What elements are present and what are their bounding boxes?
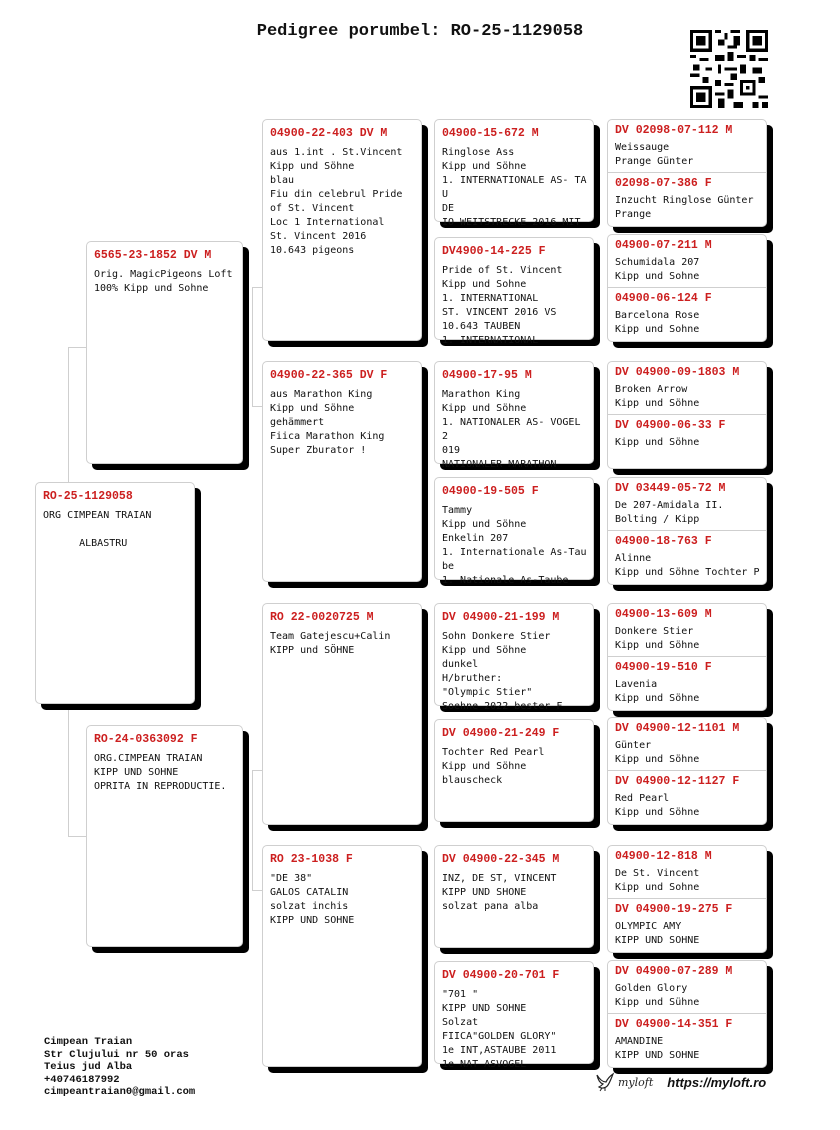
myloft-bird-icon	[594, 1072, 616, 1092]
great-grandparent-card[interactable]	[434, 603, 594, 712]
ring-number: 04900-15-672 M	[442, 127, 539, 140]
ancestor-entry[interactable]	[608, 899, 766, 952]
connector-line	[252, 770, 253, 890]
great-grandparent-card[interactable]	[434, 237, 594, 346]
ring-number: DV 04900-20-701 F	[442, 969, 560, 982]
ring-number: 04900-22-403 DV M	[270, 127, 388, 140]
pigeon-notes: Tammy Kipp und Söhne Enkelin 207 1. Internationale As-Tau be 1. Nationale As-Taube	[442, 505, 587, 586]
pigeon-notes: Marathon King Kipp und Söhne 1. NATIONALER AS- VOGEL 2 019 NATIONALER MARATHON	[442, 389, 581, 470]
ancestor-pair-card	[607, 234, 767, 342]
ring-number: RO 22-0020725 M	[270, 611, 374, 624]
pigeon-notes: Lavenia Kipp und Söhne	[615, 679, 700, 704]
pigeon-notes: Weissauge Prange Günter	[615, 142, 694, 167]
ring-number: DV 02098-07-112 M	[615, 124, 733, 137]
pigeon-notes: Donkere Stier Kipp und Söhne	[615, 626, 700, 651]
pigeon-notes: INZ, DE ST, VINCENT KIPP UND SHONE solzat pana alba	[442, 873, 557, 912]
owner-phone: +40746187992	[44, 1073, 120, 1086]
ancestor-entry[interactable]	[608, 657, 766, 710]
pigeon-notes: Golden Glory Kipp und Sühne	[615, 983, 700, 1008]
pigeon-notes: Kipp und Söhne	[615, 437, 700, 448]
ring-number: DV 04900-12-1127 F	[615, 775, 740, 788]
brand-footer	[594, 1072, 766, 1092]
ring-number: DV 04900-21-199 M	[442, 611, 560, 624]
ancestor-pair-card	[607, 603, 767, 711]
ancestor-entry[interactable]	[608, 362, 766, 415]
connector-line	[252, 406, 262, 407]
ring-number: RO 23-1038 F	[270, 853, 353, 866]
ring-number: DV 04900-14-351 F	[615, 1018, 733, 1031]
dam-card[interactable]	[86, 725, 243, 947]
ring-number: 04900-22-365 DV F	[270, 369, 388, 382]
ancestor-entry[interactable]	[608, 771, 766, 824]
pigeon-notes: De St. Vincent Kipp und Sohne	[615, 868, 700, 893]
pigeon-notes: Alinne Kipp und Söhne Tochter P	[615, 553, 760, 578]
great-grandparent-card[interactable]	[434, 845, 594, 948]
owner-name: Cimpean Traian	[44, 1036, 133, 1048]
owner-email[interactable]: cimpeantraian0@gmail.com	[44, 1086, 196, 1098]
great-grandparent-card[interactable]	[434, 477, 594, 586]
ring-number: RO-25-1129058	[43, 490, 133, 503]
pigeon-notes: Barcelona Rose Kipp und Sohne	[615, 310, 700, 335]
ancestor-entry[interactable]	[608, 531, 766, 584]
grandparent-card[interactable]	[262, 119, 422, 341]
ring-number: 04900-19-510 F	[615, 661, 712, 674]
pigeon-notes: Günter Kipp und Söhne	[615, 740, 700, 765]
ring-number: 04900-07-211 M	[615, 239, 712, 252]
great-grandparent-card[interactable]	[434, 361, 594, 470]
qr-code-icon	[690, 30, 768, 108]
pigeon-notes: Pride of St. Vincent Kipp und Sohne 1. INTERNATIONAL ST. VINCENT 2016 VS 10.643 TAUBEN 1. INTERNATIONAL	[442, 265, 563, 346]
pigeon-notes: ORG CIMPEAN TRAIAN ALBASTRU	[43, 510, 152, 549]
sire-card[interactable]	[86, 241, 243, 464]
ring-number: DV 04900-19-275 F	[615, 903, 733, 916]
ring-number: 04900-17-95 M	[442, 369, 532, 382]
ancestor-entry[interactable]	[608, 235, 766, 288]
owner-contact	[44, 1036, 195, 1099]
ancestor-entry[interactable]	[608, 846, 766, 899]
pigeon-notes: Sohn Donkere Stier Kipp und Söhne dunkel H/bruther: "Olympic Stier" Soehne 2022 bester F	[442, 631, 563, 712]
ancestor-pair-card	[607, 477, 767, 585]
ancestor-entry[interactable]	[608, 415, 766, 468]
pigeon-notes: De 207-Amidala II. Bolting / Kipp	[615, 500, 724, 525]
ring-number: DV 04900-12-1101 M	[615, 722, 740, 735]
pigeon-notes: Team Gatejescu+Calin KIPP und SÖHNE	[270, 631, 391, 656]
ring-number: 04900-12-818 M	[615, 850, 712, 863]
connector-line	[252, 770, 262, 771]
connector-line	[68, 836, 86, 837]
great-grandparent-card[interactable]	[434, 961, 594, 1070]
pigeon-notes: "DE 38" GALOS CATALIN solzat inchis KIPP UND SOHNE	[270, 873, 355, 926]
grandparent-card[interactable]	[262, 603, 422, 825]
ring-number: 04900-18-763 F	[615, 535, 712, 548]
ring-number: DV 04900-06-33 F	[615, 419, 726, 432]
ring-number: DV 03449-05-72 M	[615, 482, 726, 495]
pigeon-notes: Orig. MagicPigeons Loft 100% Kipp und Sohne	[94, 269, 233, 294]
ancestor-entry[interactable]	[608, 173, 766, 226]
pigeon-notes: Ringlose Ass Kipp und Söhne 1. INTERNATIONALE AS- TA U DE IO WEITSTRECKE 2016 MIT	[442, 147, 587, 228]
ring-number: 02098-07-386 F	[615, 177, 712, 190]
subject-card[interactable]	[35, 482, 195, 704]
pigeon-notes: OLYMPIC AMY KIPP UND SOHNE	[615, 921, 700, 946]
ancestor-entry[interactable]	[608, 120, 766, 173]
grandparent-card[interactable]	[262, 845, 422, 1067]
connector-line	[252, 287, 262, 288]
pigeon-notes: Broken Arrow Kipp und Söhne	[615, 384, 700, 409]
pigeon-notes: Tochter Red Pearl Kipp und Söhne blauscheck	[442, 747, 545, 786]
pigeon-notes: aus 1.int . St.Vincent Kipp und Söhne blau Fiu din celebrul Pride of St. Vincent Loc 1 International St. Vincent 2016 10.643 pigeons	[270, 147, 403, 256]
grandparent-card[interactable]	[262, 361, 422, 582]
ancestor-entry[interactable]	[608, 604, 766, 657]
ancestor-pair-card	[607, 361, 767, 469]
connector-line	[252, 287, 253, 407]
ancestor-pair-card	[607, 717, 767, 825]
page-title: Pedigree porumbel: RO-25-1129058	[256, 22, 584, 41]
ancestor-entry[interactable]	[608, 288, 766, 341]
ring-number: 04900-19-505 F	[442, 485, 539, 498]
ring-number: 04900-06-124 F	[615, 292, 712, 305]
ring-number: 6565-23-1852 DV M	[94, 249, 212, 262]
ring-number: DV 04900-21-249 F	[442, 727, 560, 740]
ancestor-entry[interactable]	[608, 478, 766, 531]
brand-url-link[interactable]: https://myloft.ro	[667, 1074, 767, 1090]
pigeon-notes: Inzucht Ringlose Günter Prange	[615, 195, 754, 220]
pigeon-notes: AMANDINE KIPP UND SOHNE	[615, 1036, 700, 1061]
connector-line	[68, 347, 86, 348]
ancestor-pair-card	[607, 960, 767, 1068]
great-grandparent-card[interactable]	[434, 719, 594, 822]
owner-address-line1: Str Clujului nr 50 oras	[44, 1048, 189, 1061]
pigeon-notes: Red Pearl Kipp und Söhne	[615, 793, 700, 818]
connector-line	[252, 890, 262, 891]
ancestor-pair-card	[607, 119, 767, 227]
ring-number: 04900-13-609 M	[615, 608, 712, 621]
ring-number: DV 04900-07-289 M	[615, 965, 733, 978]
ancestor-entry[interactable]	[608, 961, 766, 1014]
ring-number: DV 04900-09-1803 M	[615, 366, 740, 379]
brand-logo	[594, 1072, 653, 1092]
ring-number: RO-24-0363092 F	[94, 733, 198, 746]
ancestor-entry[interactable]	[608, 1014, 766, 1067]
ring-number: DV4900-14-225 F	[442, 245, 546, 258]
pigeon-notes: ORG.CIMPEAN TRAIAN KIPP UND SOHNE OPRITA IN REPRODUCTIE.	[94, 753, 227, 792]
owner-address-line2: Teius jud Alba	[44, 1061, 133, 1073]
ancestor-pair-card	[607, 845, 767, 953]
pigeon-notes: Schumidala 207 Kipp und Sohne	[615, 257, 700, 282]
brand-logo-text: myloft	[618, 1075, 654, 1089]
ancestor-entry[interactable]	[608, 718, 766, 771]
pigeon-notes: "701 " KIPP UND SOHNE Solzat FIICA"GOLDEN GLORY" 1e INT,ASTAUBE 2011 1e NAT ASVOGEL	[442, 989, 557, 1070]
ring-number: DV 04900-22-345 M	[442, 853, 560, 866]
pigeon-notes: aus Marathon King Kipp und Söhne gehämmert Fiica Marathon King Super Zburator !	[270, 389, 385, 456]
great-grandparent-card[interactable]	[434, 119, 594, 228]
